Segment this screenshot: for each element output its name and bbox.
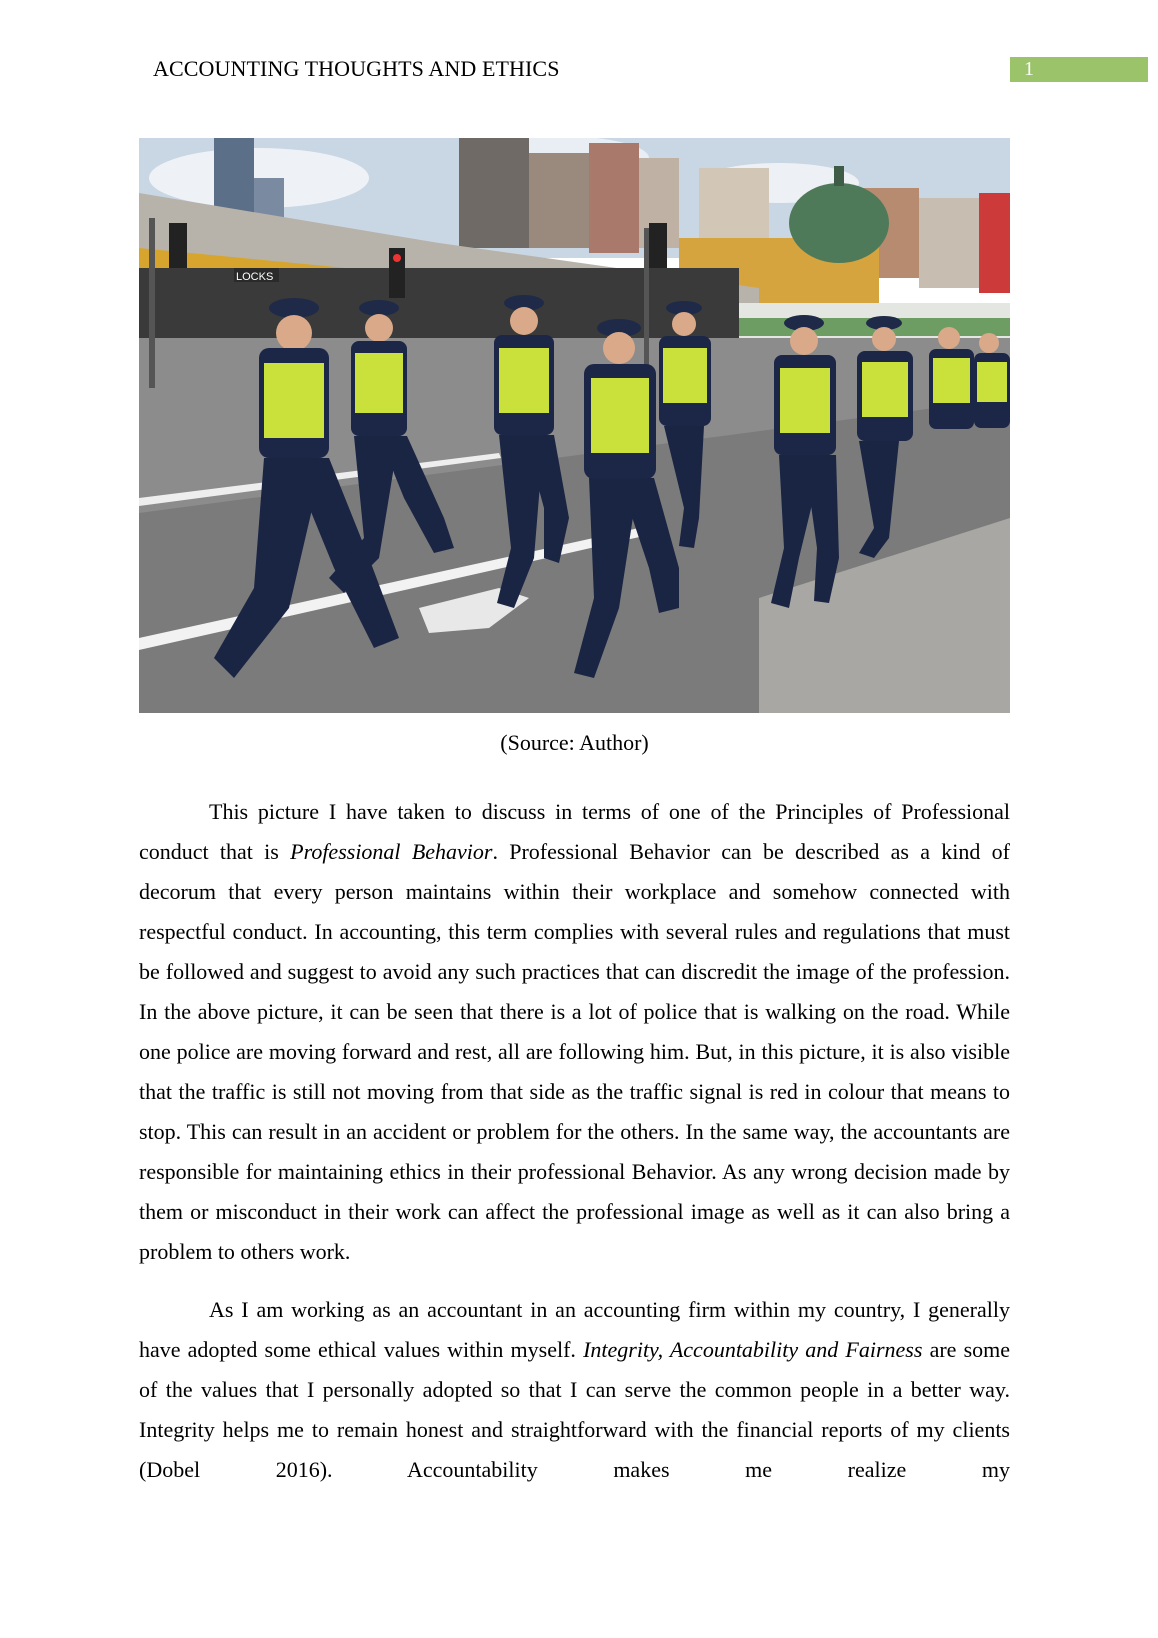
paragraph1-emphasis: Professional Behavior xyxy=(290,839,493,864)
paragraph1-intro: This picture I have taken to discuss in terms of one of the Principles of Professional conduct that is xyxy=(139,799,1010,864)
paragraph1-rest: . Professional Behavior can be described as a kind of decorum that every person maintains within their workplace and somehow connected with respectful conduct. In accounting, this term complies with several rules and regulations that must be followed and suggest to avoid any such practices that can discredit the image of the profession. In the above picture, it can be seen that there is a lot of police that is walking on the road. While one police are moving forward and rest, all are following him. But, in this picture, it is also visible that the traffic is still not moving from that side as the traffic signal is red in colour that means to stop. This can result in an accident or problem for the others. In the same way, the accountants are responsible for maintaining ethics in their professional Behavior. As any wrong decision made by them or misconduct in their work can affect the professional image as well as it can also bring a problem to others work. xyxy=(139,839,1010,1264)
station-sign-text: LOCKS xyxy=(236,271,274,283)
paragraph-ethical-values xyxy=(139,1290,1010,1490)
police-officers-photo xyxy=(139,138,1010,713)
page-number: 1 xyxy=(1010,57,1148,82)
paragraph2-rest: are some of the values that I personally adopted so that I can serve the common people in a better way. Integrity helps me to remain honest and straightforward with the financial reports of my clients (Dobel 2016). Accountability makes me realize my xyxy=(139,1337,1011,1482)
paragraph2-emphasis: Integrity, Accountability and Fairness xyxy=(583,1337,923,1362)
paragraph-professional-behavior xyxy=(139,792,1010,1272)
figure-caption: (Source: Author) xyxy=(500,730,649,755)
paragraph2-intro: As I am working as an accountant in an accounting firm within my country, I generally have adopted some ethical values within myself. xyxy=(139,1297,1010,1362)
running-header-title: ACCOUNTING THOUGHTS AND ETHICS xyxy=(153,56,560,81)
